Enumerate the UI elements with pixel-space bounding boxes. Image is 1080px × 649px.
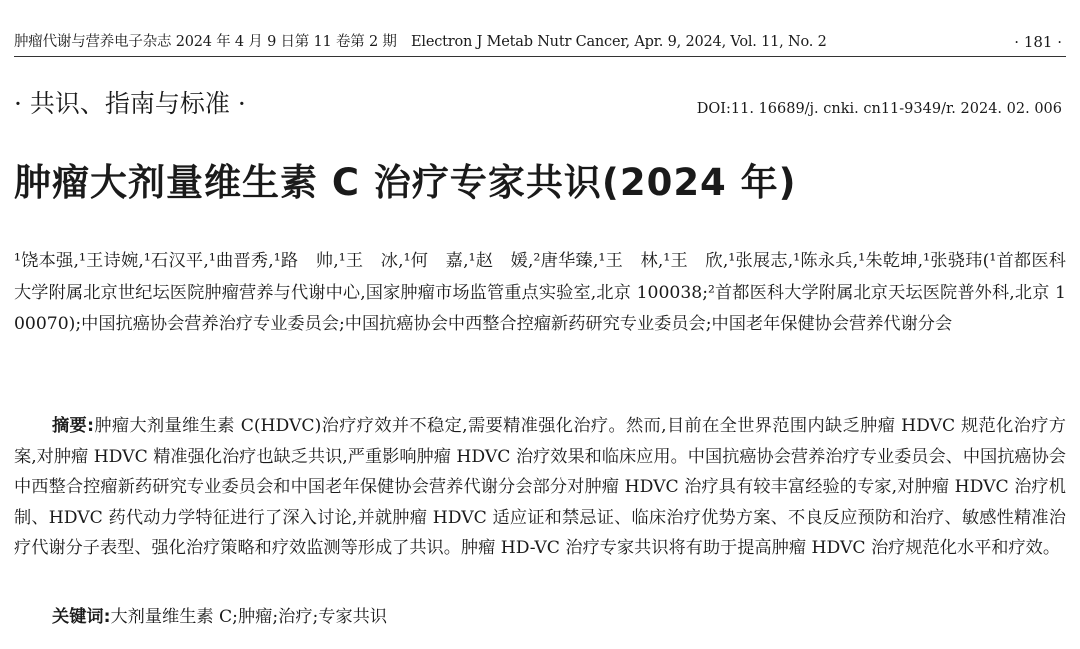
abstract — [14, 411, 1066, 564]
abstract-label: 摘要: — [52, 416, 94, 436]
abstract-text: 肿瘤大剂量维生素 C(HDVC)治疗疗效并不稳定,需要精准强化治疗。然而,目前在全世界范围内缺乏肿瘤 HDVC 规范化治疗方案,对肿瘤 HDVC 精准强化治疗也缺乏共识,严重影响肿瘤 HDVC 治疗效果和临床应用。中国抗癌协会营养治疗专业委员会、中国抗癌协会中西整合控瘤新药研究专业委员会和中国老年保健协会营养代谢分会部分对肿瘤 HDVC 治疗具有较丰富经验的专家,对肿瘤 HDVC 治疗机制、HDVC 药代动力学特征进行了深入讨论,并就肿瘤 HDVC 适应证和禁忌证、临床治疗优势方案、不良反应预防和治疗、敏感性精准治疗代谢分子表型、强化治疗策略和疗效监测等形成了共识。肿瘤 HD-VC 治疗专家共识将有助于提高肿瘤 HDVC 治疗规范化水平和疗效。 — [14, 416, 1066, 558]
doi: DOI:11. 16689/j. cnki. cn11-9349/r. 2024. 02. 006 — [696, 101, 1062, 117]
keywords-text: 大剂量维生素 C;肿瘤;治疗;专家共识 — [110, 607, 388, 627]
article-title: 肿瘤大剂量维生素 C 治疗专家共识(2024 年) — [14, 161, 797, 204]
page-number: · 181 · — [1014, 33, 1062, 51]
section-label: · 共识、指南与标准 · — [14, 89, 246, 118]
keywords — [52, 603, 387, 631]
journal-citation-line: 肿瘤代谢与营养电子杂志 2024 年 4 月 9 日第 11 卷第 2 期 Electron J Metab Nutr Cancer, Apr. 9, 2024, Vol. 11, No. 2 — [14, 34, 827, 50]
running-header — [14, 30, 1066, 57]
author-affiliation-block: ¹饶本强,¹王诗婉,¹石汉平,¹曲晋秀,¹路 帅,¹王 冰,¹何 嘉,¹赵 媛,²唐华臻,¹王 林,¹王 欣,¹张展志,¹陈永兵,¹朱乾坤,¹张骁玮(¹首都医科大学附属北京世纪坛医院肿瘤营养与代谢中心,国家肿瘤市场监管重点实验室,北京 100038;²首都医科大学附属北京天坛医院普外科,北京 100070);中国抗癌协会营养治疗专业委员会;中国抗癌协会中西整合控瘤新药研究专业委员会;中国老年保健协会营养代谢分会 — [14, 251, 1066, 334]
keywords-label: 关键词: — [52, 607, 111, 627]
